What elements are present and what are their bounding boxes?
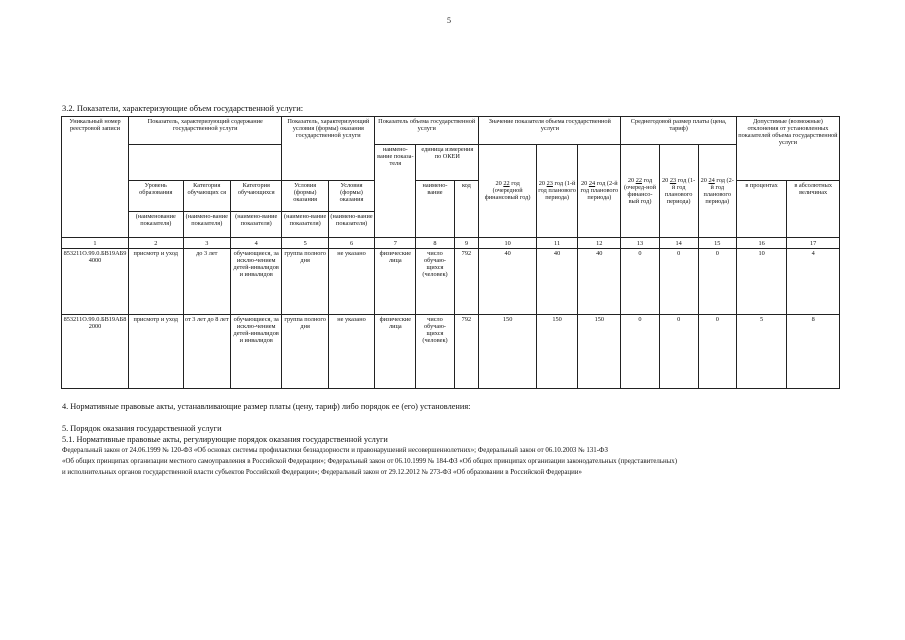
section-5-heading: 5. Порядок оказания государственной услуги [62, 424, 222, 433]
header-name-ind-1: (наименование показателя) [128, 211, 183, 237]
header-deviations: Допустимые (возможные) отклонения от установленных показателей объема государственной услуги [736, 117, 839, 181]
cell-level: присмотр и уход [128, 249, 183, 315]
column-number: 1 [62, 238, 129, 249]
column-number: 4 [230, 238, 282, 249]
section-title: 3.2. Показатели, характеризующие объем государственной услуги: [62, 103, 304, 113]
column-number: 11 [536, 238, 577, 249]
cell-fee-year2: 0 [698, 249, 736, 315]
header-year-2: 20 24 год (2-й год планового периода) [578, 144, 621, 238]
header-sub-conditions2: Условия (формы) оказания [328, 180, 374, 211]
header-unit-okei: единица измерения по ОКЕИ [416, 144, 479, 180]
header-in-percent: в процентах [736, 180, 786, 237]
header-year-1: 20 23 год (1-й год планового периода) [536, 144, 577, 238]
cell-category1: от 3 лет до 8 лет [183, 315, 230, 389]
cell-unit: число обучаю-щихся (человек) [416, 315, 454, 389]
cell-value-year2: 40 [578, 249, 621, 315]
header-registry: Уникальный номер реестровой записи [62, 117, 129, 238]
header-name-ind-5: (наимено-вание показателя) [328, 211, 374, 237]
header-fee-2: 20 24 год (2-й год планового периода) [698, 144, 736, 238]
cell-registry: 853211О.99.0.БВ19АБ82000 [62, 315, 129, 389]
header-unit-name: наимено-вание [416, 180, 454, 237]
law-line-2: «Об общих принципах организации местного самоуправления в Российской Федерации»; Федеральный закон от 06.10.1999 № 184-ФЗ «Об общих принципах организации законодательных (представительных) [62, 458, 678, 465]
column-number: 15 [698, 238, 736, 249]
header-year-current: 20 22 год (очередной финансовый год) [479, 144, 537, 238]
header-indicator-name: наимено-вание показа-теля [375, 144, 416, 238]
cell-condition1: группа полного дня [282, 315, 328, 389]
cell-value-current: 150 [479, 315, 537, 389]
cell-value-year1: 40 [536, 249, 577, 315]
header-name-ind-3: (наимено-вание показателя) [230, 211, 282, 237]
cell-value-year2: 150 [578, 315, 621, 389]
column-number: 2 [128, 238, 183, 249]
header-in-absolute: в абсолютных величинах [787, 180, 840, 237]
cell-indicator: физические лица [375, 315, 416, 389]
header-fee-current: 20 22 год (очеред-ной финансо-вый год) [621, 144, 659, 238]
cell-registry: 853211О.99.0.БВ19АБ94000 [62, 249, 129, 315]
cell-code: 792 [454, 249, 479, 315]
column-number: 9 [454, 238, 479, 249]
cell-deviation-absolute: 4 [787, 249, 840, 315]
cell-condition2: не указано [328, 315, 374, 389]
column-number: 3 [183, 238, 230, 249]
cell-deviation-percent: 5 [736, 315, 786, 389]
header-sub-category1: Категория обучающих ся [183, 180, 230, 211]
cell-fee-current: 0 [621, 315, 659, 389]
header-fee-1: 20 23 год (1-й год планового периода) [659, 144, 698, 238]
section-5-1-heading: 5.1. Нормативные правовые акты, регулирующие порядок оказания государственной услуги [62, 435, 388, 444]
header-unit-code: код [454, 180, 479, 237]
header-name-ind-4: (наимено-вание показателя) [282, 211, 328, 237]
header-avg-fee: Среднегодовой размер платы (цена, тариф) [621, 117, 736, 145]
header-sub-category2: Категория обучающихся [230, 180, 282, 211]
cell-level: присмотр и уход [128, 315, 183, 389]
header-content-indicator: Показатель, характеризующий содержание государственной услуги [128, 117, 282, 145]
column-number: 16 [736, 238, 786, 249]
column-number: 10 [479, 238, 537, 249]
cell-unit: число обучаю-щихся (человек) [416, 249, 454, 315]
cell-condition1: группа полного дня [282, 249, 328, 315]
column-number: 6 [328, 238, 374, 249]
law-line-1: Федеральный закон от 24.06.1999 № 120-ФЗ «Об основах системы профилактики безнадзорности и правонарушений несовершеннолетних»; Федеральный закон от 06.10.2003 № 131-ФЗ [62, 447, 608, 454]
cell-indicator: физические лица [375, 249, 416, 315]
header-conditions-indicator: Показатель, характеризующий условия (формы) оказания государственной услуги [282, 117, 375, 181]
column-number: 8 [416, 238, 454, 249]
law-line-3: и исполнительных органов государственной власти субъектов Российской Федерации»; Федеральный закон от 29.12.2012 № 273-ФЗ «Об образовании в Российской Федерации» [62, 469, 582, 476]
cell-code: 792 [454, 315, 479, 389]
column-number: 7 [375, 238, 416, 249]
header-volume-value: Значение показателя объема государственной услуги [479, 117, 621, 145]
column-number-row [62, 238, 840, 249]
cell-fee-year1: 0 [659, 249, 698, 315]
column-number: 5 [282, 238, 328, 249]
cell-fee-year2: 0 [698, 315, 736, 389]
volume-indicators-table [61, 116, 840, 389]
column-number: 13 [621, 238, 659, 249]
header-name-ind-2: (наимено-вание показателя) [183, 211, 230, 237]
column-number: 17 [787, 238, 840, 249]
cell-deviation-percent: 10 [736, 249, 786, 315]
cell-category2: обучающиеся, за исклю-чением детей-инвалидов и инвалидов [230, 315, 282, 389]
page-number: 5 [447, 16, 451, 25]
cell-condition2: не указано [328, 249, 374, 315]
table-row [62, 249, 840, 315]
cell-value-year1: 150 [536, 315, 577, 389]
cell-category2: обучающиеся, за исклю-чением детей-инвалидов и инвалидов [230, 249, 282, 315]
cell-fee-year1: 0 [659, 315, 698, 389]
section-4-heading: 4. Нормативные правовые акты, устанавливающие размер платы (цену, тариф) либо порядок ее (его) установления: [62, 402, 471, 411]
cell-fee-current: 0 [621, 249, 659, 315]
header-sub-level: Уровень образования [128, 180, 183, 211]
cell-category1: до 3 лет [183, 249, 230, 315]
column-number: 12 [578, 238, 621, 249]
header-content-spacer [128, 144, 282, 180]
table-row [62, 315, 840, 389]
header-sub-conditions: Условия (формы) оказания [282, 180, 328, 211]
cell-value-current: 40 [479, 249, 537, 315]
column-number: 14 [659, 238, 698, 249]
cell-deviation-absolute: 8 [787, 315, 840, 389]
header-volume-indicator: Показатель объема государственной услуги [375, 117, 479, 145]
